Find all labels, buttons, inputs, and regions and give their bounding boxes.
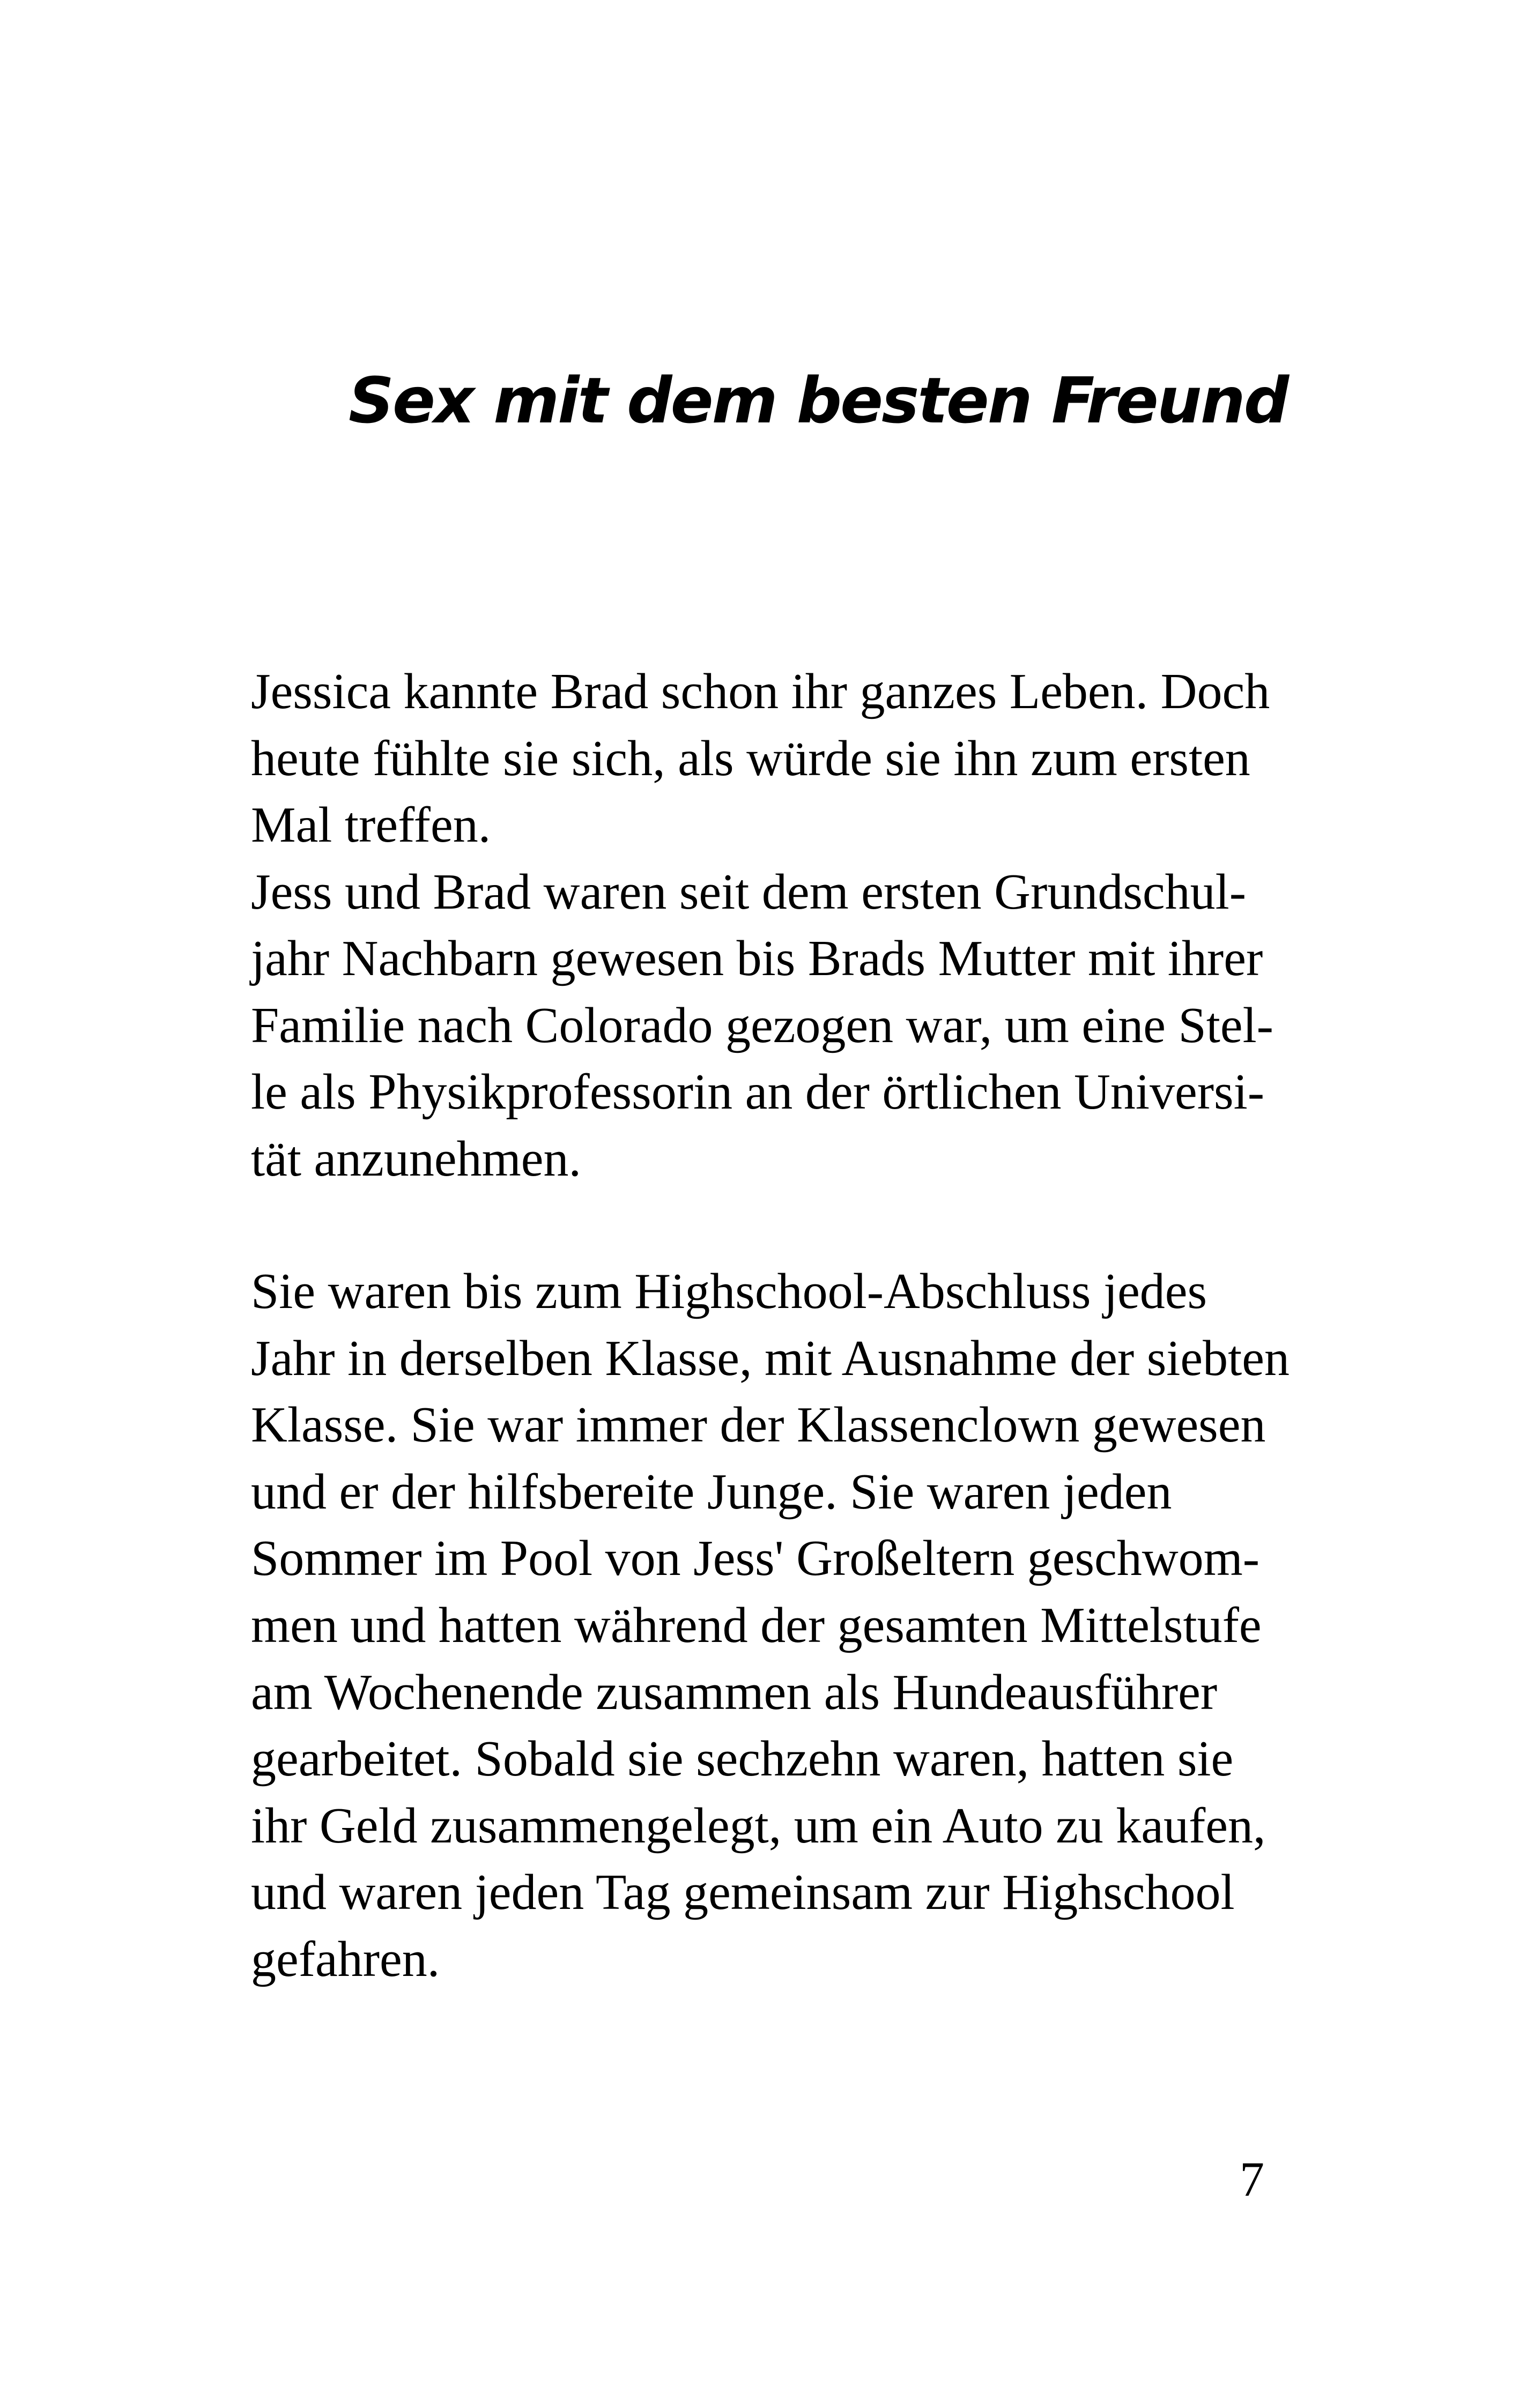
text-line: Jahr in derselben Klasse, mit Ausnahme der siebten	[251, 1330, 1290, 1386]
text-line: Sommer im Pool von Jess' Großeltern geschwom-	[251, 1530, 1260, 1587]
paragraph	[251, 658, 1291, 1192]
text-line: am Wochenende zusammen als Hundeausführer	[251, 1664, 1218, 1720]
text-line: und er der hilfsbereite Junge. Sie waren jeden	[251, 1463, 1172, 1520]
text-line: men und hatten während der gesamten Mittelstufe	[251, 1597, 1262, 1653]
text-line: jahr Nachbarn gewesen bis Brads Mutter mit ihrer	[251, 931, 1263, 986]
text-line: Mal treffen.	[251, 797, 491, 853]
text-line: Familie nach Colorado gezogen war, um eine Stel-	[251, 997, 1273, 1053]
text-line: ihr Geld zusammengelegt, um ein Auto zu kaufen,	[251, 1797, 1266, 1854]
chapter-title: Sex mit dem besten Freund	[349, 363, 1288, 437]
text-line: Jessica kannte Brad schon ihr ganzes Leben. Doch	[251, 664, 1270, 719]
text-line: tät anzunehmen.	[251, 1131, 581, 1187]
text-line: und waren jeden Tag gemeinsam zur Highschool	[251, 1864, 1235, 1921]
text-line: gearbeitet. Sobald sie sechzehn waren, hatten sie	[251, 1731, 1234, 1787]
text-line: heute fühlte sie sich, als würde sie ihn zum ersten	[251, 730, 1250, 786]
text-line: Klasse. Sie war immer der Klassenclown gewesen	[251, 1397, 1266, 1453]
text-line: gefahren.	[251, 1931, 440, 1987]
text-line: Sie waren bis zum Highschool-Abschluss jedes	[251, 1264, 1207, 1319]
text-line: Jess und Brad waren seit dem ersten Grundschul-	[251, 864, 1247, 920]
page-number: 7	[1240, 2152, 1264, 2206]
paragraph	[251, 1258, 1291, 1993]
text-line: le als Physikprofessorin an der örtlichen Universi-	[251, 1064, 1265, 1120]
